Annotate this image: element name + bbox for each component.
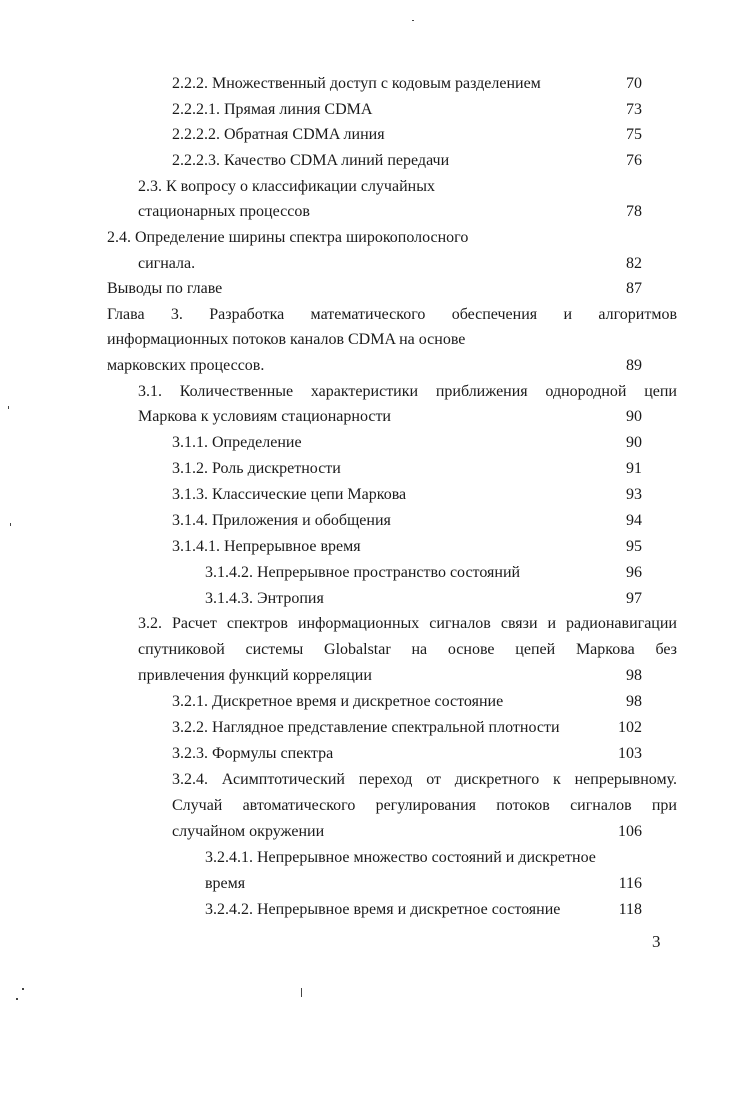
toc-entry-2-4-cont: сигнала. (138, 255, 196, 272)
toc-page-3-1-4-2: 96 (626, 564, 642, 581)
toc-entry-3-1-4: 3.1.4. Приложения и обобщения (172, 512, 391, 529)
toc-page-3-1-3: 93 (626, 486, 642, 503)
toc-entry-2-2-2: 2.2.2. Множественный доступ с кодовым разделением (172, 75, 541, 92)
page-number: 3 (652, 932, 661, 951)
toc-page-3-1-1: 90 (626, 434, 642, 451)
toc-page-chapter-3: 89 (626, 357, 642, 374)
toc-entry-3-1-3: 3.1.3. Классические цепи Маркова (172, 486, 407, 503)
toc-entry-2-2-2-1: 2.2.2.1. Прямая линия CDMA (172, 101, 373, 118)
toc-page-2-2-2-3: 76 (626, 152, 642, 169)
toc-page-3-1: 90 (626, 408, 642, 425)
toc-entry-3-2-4-cont2: случайном окружении (172, 823, 325, 840)
toc-page-2-2-2-2: 75 (626, 126, 642, 143)
toc-entry-chapter-3-cont2: марковских процессов. (107, 357, 265, 374)
toc-page-3-1-4-3: 97 (626, 590, 642, 607)
toc-page-3-2: 98 (626, 667, 642, 684)
toc-entry-3-2-1: 3.2.1. Дискретное время и дискретное состояние (172, 693, 504, 710)
toc-entry-chapter-3: Глава 3. Разработка математического обеспечения и алгоритмов (107, 306, 677, 323)
toc-entry-2-3-cont: стационарных процессов (138, 203, 310, 220)
toc-entry-3-1-2: 3.1.2. Роль дискретности (172, 460, 341, 477)
toc-entry-3-2: 3.2. Расчет спектров информационных сигналов связи и радионавигации (138, 615, 677, 632)
toc-page-3-1-4: 94 (626, 512, 642, 529)
toc-page-2-4: 82 (626, 255, 642, 272)
toc-entry-3-1: 3.1. Количественные характеристики приближения однородной цепи (138, 383, 677, 400)
toc-entry-conclusions: Выводы по главе (107, 280, 223, 297)
toc-entry-3-2-3: 3.2.3. Формулы спектра (172, 745, 334, 762)
toc-entry-chapter-3-cont: информационных потоков каналов CDMA на основе (107, 331, 466, 348)
toc-entry-3-1-4-3: 3.1.4.3. Энтропия (205, 590, 324, 607)
toc-entry-2-2-2-2: 2.2.2.2. Обратная CDMA линия (172, 126, 385, 143)
toc-entry-3-1-1: 3.1.1. Определение (172, 434, 302, 451)
toc-page-3-2-4-2: 118 (618, 901, 642, 918)
toc-entry-3-2-cont2: привлечения функций корреляции (138, 667, 372, 684)
toc-entry-3-2-4-cont: Случай автоматического регулирования потоков сигналов при (172, 797, 677, 814)
scan-speck (8, 406, 9, 409)
toc-page-3-2-4: 106 (618, 823, 642, 840)
toc-entry-3-1-cont: Маркова к условиям стационарности (138, 408, 391, 425)
toc-entry-3-2-4: 3.2.4. Асимптотический переход от дискретного к непрерывному. (172, 771, 677, 788)
toc-page-3-2-3: 103 (618, 745, 642, 762)
toc-entry-3-2-cont: спутниковой системы Globalstar на основе цепей Маркова без (138, 641, 677, 658)
toc-entry-3-1-4-1: 3.1.4.1. Непрерывное время (172, 538, 361, 555)
toc-entry-3-2-4-1-cont: время (205, 875, 246, 892)
toc-entry-3-2-4-1: 3.2.4.1. Непрерывное множество состояний и дискретное (205, 849, 596, 866)
toc-page-2-2-2-1: 73 (626, 101, 642, 118)
toc-page-conclusions: 87 (626, 280, 642, 297)
scan-speck (412, 20, 414, 21)
scan-speck (22, 988, 24, 990)
scan-speck (10, 523, 11, 526)
scan-speck (301, 988, 302, 997)
toc-page-3-2-1: 98 (626, 693, 642, 710)
toc-entry-3-2-4-2: 3.2.4.2. Непрерывное время и дискретное состояние (205, 901, 561, 918)
toc-page-2-3: 78 (626, 203, 642, 220)
toc-page-3-1-2: 91 (626, 460, 642, 477)
toc-page-3-2-4-1: 116 (618, 875, 642, 892)
toc-page-3-1-4-1: 95 (626, 538, 642, 555)
toc-entry-3-1-4-2: 3.1.4.2. Непрерывное пространство состояний (205, 564, 521, 581)
toc-entry-2-3: 2.3. К вопросу о классификации случайных (138, 178, 435, 195)
toc-entry-2-2-2-3: 2.2.2.3. Качество CDMA линий передачи (172, 152, 450, 169)
toc-entry-2-4: 2.4. Определение ширины спектра широкополосного (107, 229, 469, 246)
toc-page-2-2-2: 70 (626, 75, 642, 92)
scan-speck (16, 998, 18, 1000)
toc-page-3-2-2: 102 (618, 719, 642, 736)
toc-entry-3-2-2: 3.2.2. Наглядное представление спектральной плотности (172, 719, 560, 736)
